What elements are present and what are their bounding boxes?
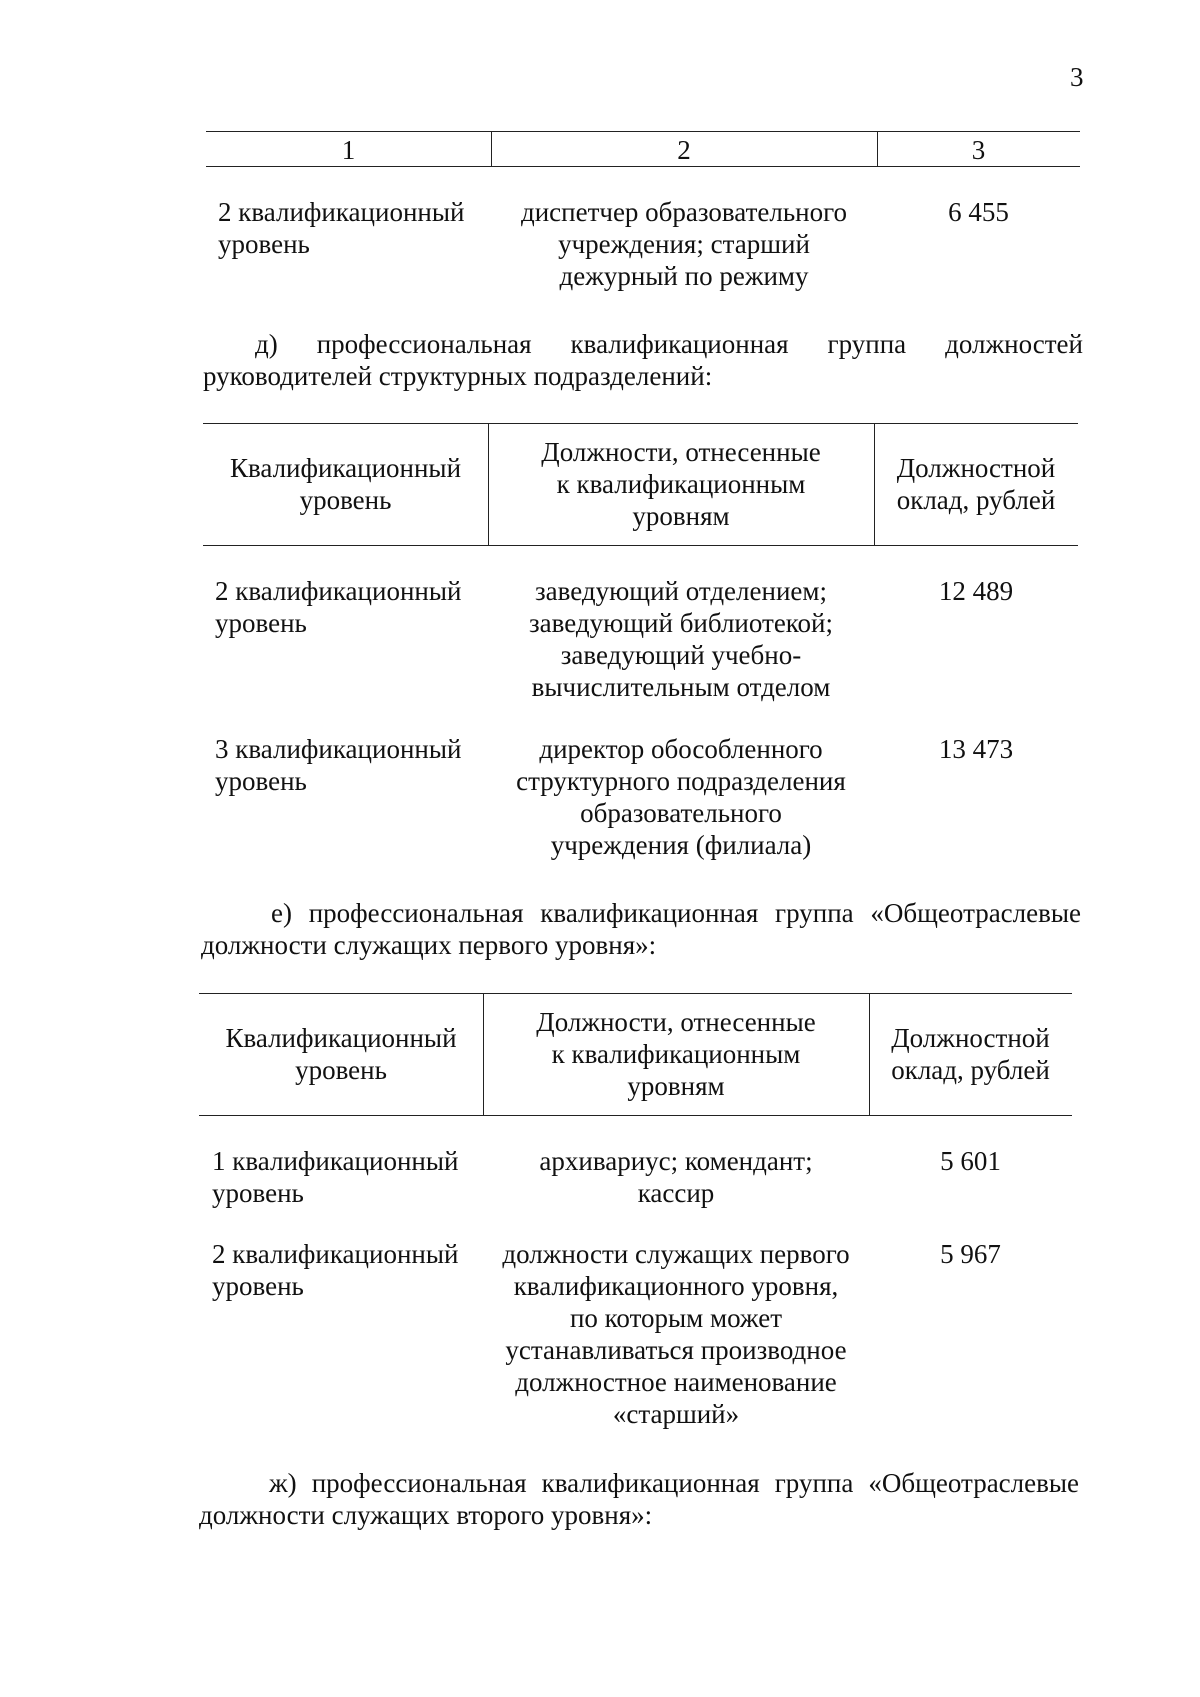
salary-cell: 5 967 [940,1239,1001,1269]
header-salary: Должностной оклад, рублей [891,1023,1050,1085]
salary-cell: 12 489 [938,576,1014,606]
section-d-heading: д) профессиональная квалификационная группа должностей руководителей структурных подразделений: [203,329,1083,391]
table-top-rule [203,423,1078,424]
positions-cell: диспетчер образовательного учреждения; старший дежурный по режиму [520,197,848,291]
table-header-bottom-rule [203,545,1078,546]
table-header-bottom-rule [206,166,1080,167]
level-cell: 1 квалификационный уровень [212,1146,459,1208]
level-cell: 2 квалификационный уровень [212,1239,459,1301]
header-positions: Должности, отнесенные к квалификационным уровням [541,437,821,531]
section-zh-heading: ж) профессиональная квалификационная группа «Общеотраслевые должности служащих второго уровня»: [199,1468,1079,1530]
page-number: 3 [1070,62,1084,92]
positions-cell: директор обособленного структурного подразделения образовательного учреждения (филиала) [516,734,846,860]
salary-cell: 6 455 [948,197,1009,227]
column-number: 3 [971,135,986,165]
level-cell: 2 квалификационный уровень [215,576,462,638]
level-cell: 2 квалификационный уровень [218,197,465,259]
salary-cell: 5 601 [940,1146,1001,1176]
header-positions: Должности, отнесенные к квалификационным уровням [536,1007,816,1101]
positions-cell: должности служащих первого квалификационного уровня, по которым может устанавливаться производное должностное наименование «старший» [502,1239,850,1429]
level-cell: 3 квалификационный уровень [215,734,462,796]
positions-cell: заведующий отделением; заведующий библиотекой; заведующий учебно- вычислительным отделом [528,576,833,702]
salary-cell: 13 473 [938,734,1014,764]
column-number: 1 [341,135,356,165]
table-top-rule [206,131,1080,132]
table-header-bottom-rule [199,1115,1072,1116]
header-level: Квалификационный уровень [229,453,462,515]
header-salary: Должностной оклад, рублей [896,453,1056,515]
header-level: Квалификационный уровень [225,1023,457,1085]
column-number: 2 [677,135,691,165]
table-top-rule [199,993,1072,994]
positions-cell: архивариус; комендант; кассир [539,1146,813,1208]
section-e-heading: е) профессиональная квалификационная группа «Общеотраслевые должности служащих первого уровня»: [201,898,1081,960]
